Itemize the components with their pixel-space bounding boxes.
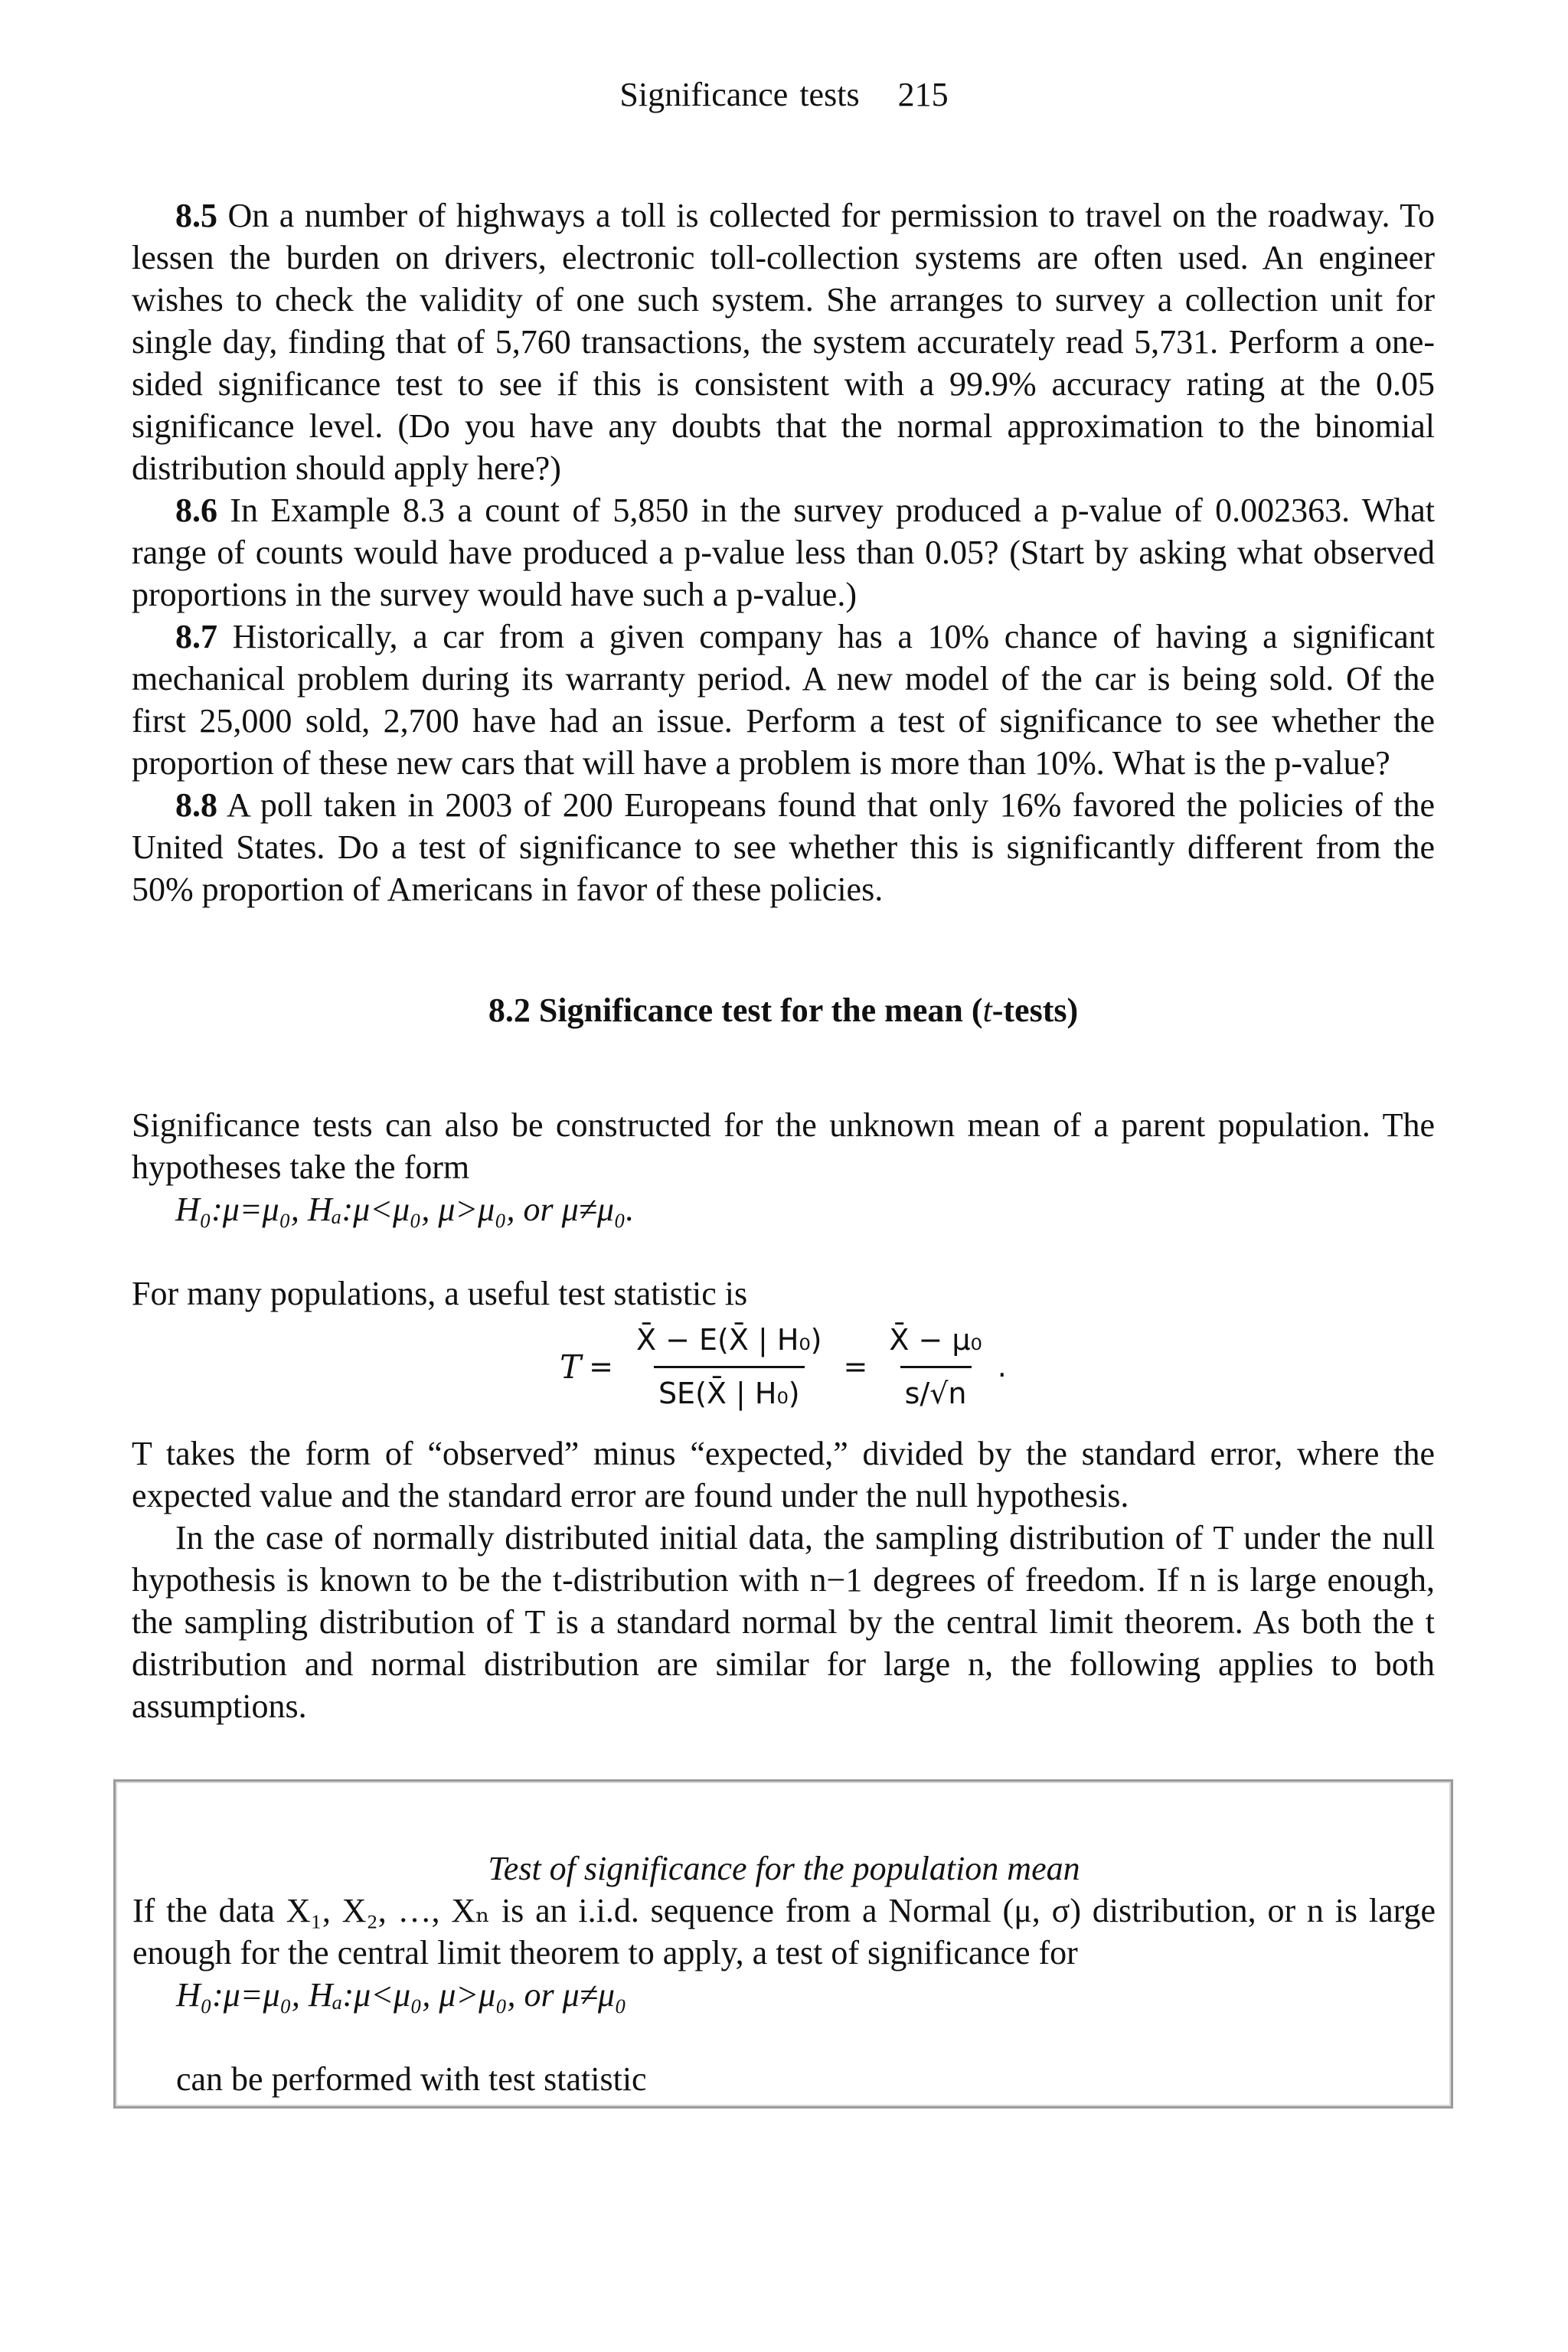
definition-box: [113, 1779, 1453, 2109]
box-body: If the data X₁, X₂, …, Xₙ is an i.i.d. sequence from a Normal (μ, σ) distribution, or n is large enough for the central limit theorem to apply, a test of significance for: [132, 1892, 1436, 1971]
exercise-number: 8.5: [175, 197, 217, 234]
fraction-observed-expected: [632, 1319, 827, 1415]
fraction-numerator: X̄ − E(X̄ | H₀): [635, 1322, 822, 1357]
exercise-text: A poll taken in 2003 of 200 Europeans found that only 16% favored the policies of the United States. Do a test of significance to see whether this is significantly different from the 50% proportion of Americans in favor of these policies.: [132, 786, 1435, 908]
paragraph-sampling-distribution: In the case of normally distributed initial data, the sampling distribution of T under the null hypothesis is known to be the t-distribution with n−1 degrees of freedom. If n is large enough, the sampling distribution of T is a standard normal by the central limit theorem. As both the t distribution and normal distribution are similar for large n, the following applies to both assumptions.: [132, 1519, 1435, 1725]
formula-period: .: [997, 1349, 1007, 1383]
exercise-text: On a number of highways a toll is collected for permission to travel on the roadway. To lessen the burden on drivers, electronic toll-collection systems are often used. An engineer wishes to check the validity of one such system. She arranges to survey a collection unit for single day, finding that of 5,760 transactions, the system accurately read 5,731. Perform a one-sided significance test to see if this is consistent with a 99.9% accuracy rating at the 0.05 significance level. (Do you have any doubts that the normal approximation to the binomial distribution should apply here?): [132, 197, 1435, 487]
test-statistic-formula: T = $\frac{\text{X̄ − E(X̄ | H₀)}}{\text{SE(X̄ | H₀)}}$ = $\frac{\text{X̄ − μ₀}}{s/√n}$ .: [132, 1316, 1435, 1417]
exercise-text: In Example 8.3 a count of 5,850 in the survey produced a p-value of 0.002363. What range of counts would have produced a p-value less than 0.05? (Start by asking what observed proportions in the survey would have such a p-value.): [132, 492, 1435, 613]
exercise-8-5: [132, 194, 1435, 489]
page-body: [132, 194, 1435, 1727]
exercise-8-6: [132, 489, 1435, 616]
box-footer: can be performed with test statistic: [176, 2060, 647, 2098]
exercise-number: 8.7: [175, 618, 217, 655]
exercise-number: 8.6: [175, 492, 217, 529]
box-hypotheses: H₀:μ=μ₀, Hₐ:μ<μ₀, μ>μ₀, or μ≠μ₀: [176, 1976, 627, 2014]
fraction-standardized: [884, 1319, 986, 1415]
running-header: [0, 74, 1568, 116]
fraction-numerator: X̄ − μ₀: [889, 1322, 982, 1357]
paragraph-observed-expected: T takes the form of “observed” minus “expected,” divided by the standard error, where the expected value and the standard error are found under the null hypothesis.: [132, 1435, 1435, 1514]
fraction-denominator: s/√n: [900, 1366, 972, 1415]
statistic-intro: For many populations, a useful test statistic is: [132, 1275, 748, 1312]
header-title: Significance tests: [619, 76, 860, 113]
box-title: Test of significance for the population mean: [488, 1850, 1080, 1887]
exercise-number: 8.8: [175, 786, 217, 824]
formula-lhs: T: [560, 1348, 582, 1386]
exercise-8-8: [132, 784, 1435, 910]
fraction-denominator: SE(X̄ | H₀): [654, 1366, 805, 1415]
intro-paragraph: Significance tests can also be constructed for the unknown mean of a parent population. The hypotheses take the form: [132, 1106, 1435, 1186]
exercise-text: Historically, a car from a given company has a 10% chance of having a significant mechanical problem during its warranty period. A new model of the car is being sold. Of the first 25,000 sold, 2,700 have had an issue. Perform a test of significance to see whether the proportion of these new cars that will have a problem is more than 10%. What is the p-value?: [132, 618, 1435, 782]
page-number: 215: [897, 76, 949, 113]
section-heading: 8.2 Significance test for the mean (t-tests): [488, 991, 1079, 1029]
exercise-8-7: [132, 616, 1435, 784]
hypotheses-line: H₀:μ=μ₀, Hₐ:μ<μ₀, μ>μ₀, or μ≠μ₀.: [175, 1191, 635, 1228]
